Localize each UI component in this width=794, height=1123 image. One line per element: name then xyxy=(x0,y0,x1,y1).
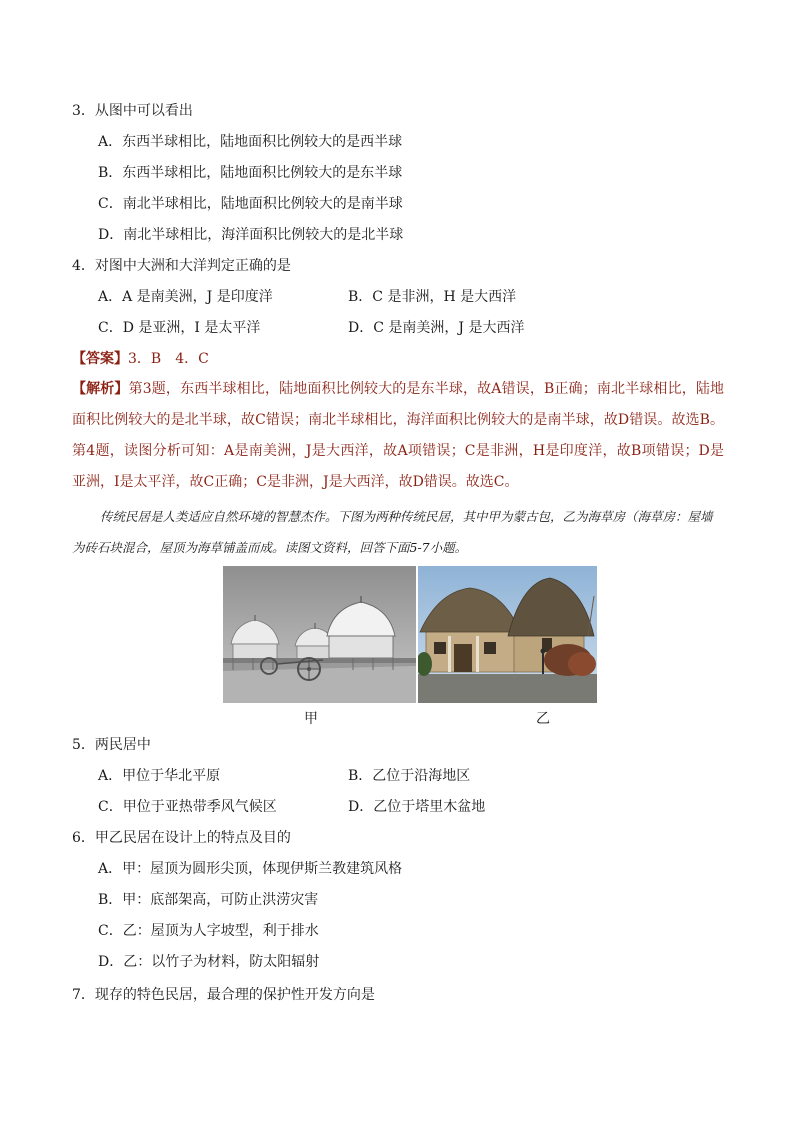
analysis-tag: 【解析】 xyxy=(72,381,129,397)
answer-tag: 【答案】 xyxy=(72,351,128,367)
question-4-option-d: D．C 是南美洲，J 是大西洋 xyxy=(348,320,525,336)
question-6-option-b: B．甲：底部架高，可防止洪涝灾害 xyxy=(98,892,319,908)
question-6-option-a: A．甲：屋顶为圆形尖顶，体现伊斯兰教建筑风格 xyxy=(98,861,403,877)
question-5-option-a: A．甲位于华北平原 xyxy=(98,768,221,784)
question-3-option-c: C．南北半球相比，陆地面积比例较大的是南半球 xyxy=(98,196,403,212)
analysis-text: 第3题，东西半球相比，陆地面积比例较大的是东半球，故A错误，B正确；南北半球相比，陆地面积比例较大的是北半球，故C错误；南北半球相比，海洋面积比例较大的是南半球，故D错误。故选B。第4题，读图分析可知：A是南美洲，J是大西洋，故A项错误；C是非洲，H是印度洋，故B项错误；D是亚洲，I是太平洋，故C正确；C是非洲，J是大西洋，故D错误。故选C。 xyxy=(72,381,725,490)
analysis-paragraph xyxy=(72,374,724,498)
caption-jia: 甲 xyxy=(304,711,318,727)
material-intro: 传统民居是人类适应自然环境的智慧杰作。下图为两种传统民居，其中甲为蒙古包，乙为海草房（海草房：屋墙为砖石块混合，屋顶为海草铺盖而成。读图文资料，回答下面5-7小题。 xyxy=(72,509,713,555)
question-6-option-c: C．乙：屋顶为人字坡型，利于排水 xyxy=(98,923,319,939)
answer-line xyxy=(72,350,209,368)
yurt-photo xyxy=(223,566,416,703)
question-4-option-c: C．D 是亚洲，I 是太平洋 xyxy=(98,320,261,336)
question-3-stem: 3．从图中可以看出 xyxy=(72,103,193,119)
question-5-stem: 5．两民居中 xyxy=(72,737,151,753)
question-5-option-c: C．甲位于亚热带季风气候区 xyxy=(98,799,277,815)
question-5-option-b: B．乙位于沿海地区 xyxy=(348,768,471,784)
question-7-stem: 7．现存的特色民居，最合理的保护性开发方向是 xyxy=(72,987,375,1003)
question-6-stem: 6．甲乙民居在设计上的特点及目的 xyxy=(72,830,291,846)
question-3-option-a: A．东西半球相比，陆地面积比例较大的是西半球 xyxy=(98,134,403,150)
question-6-option-d: D．乙：以竹子为材料，防太阳辐射 xyxy=(98,954,320,970)
question-5-option-d: D．乙位于塔里木盆地 xyxy=(348,799,486,815)
seaweed-house-photo xyxy=(418,566,597,703)
question-3-option-b: B．东西半球相比，陆地面积比例较大的是东半球 xyxy=(98,165,403,181)
question-4-stem: 4．对图中大洲和大洋判定正确的是 xyxy=(72,258,291,274)
question-3-option-d: D．南北半球相比，海洋面积比例较大的是北半球 xyxy=(98,227,404,243)
caption-yi: 乙 xyxy=(536,711,550,727)
question-4-option-b: B．C 是非洲，H 是大西洋 xyxy=(348,289,517,305)
answer-text: 3．B 4．C xyxy=(128,351,209,367)
question-4-option-a: A．A 是南美洲，J 是印度洋 xyxy=(98,289,273,305)
